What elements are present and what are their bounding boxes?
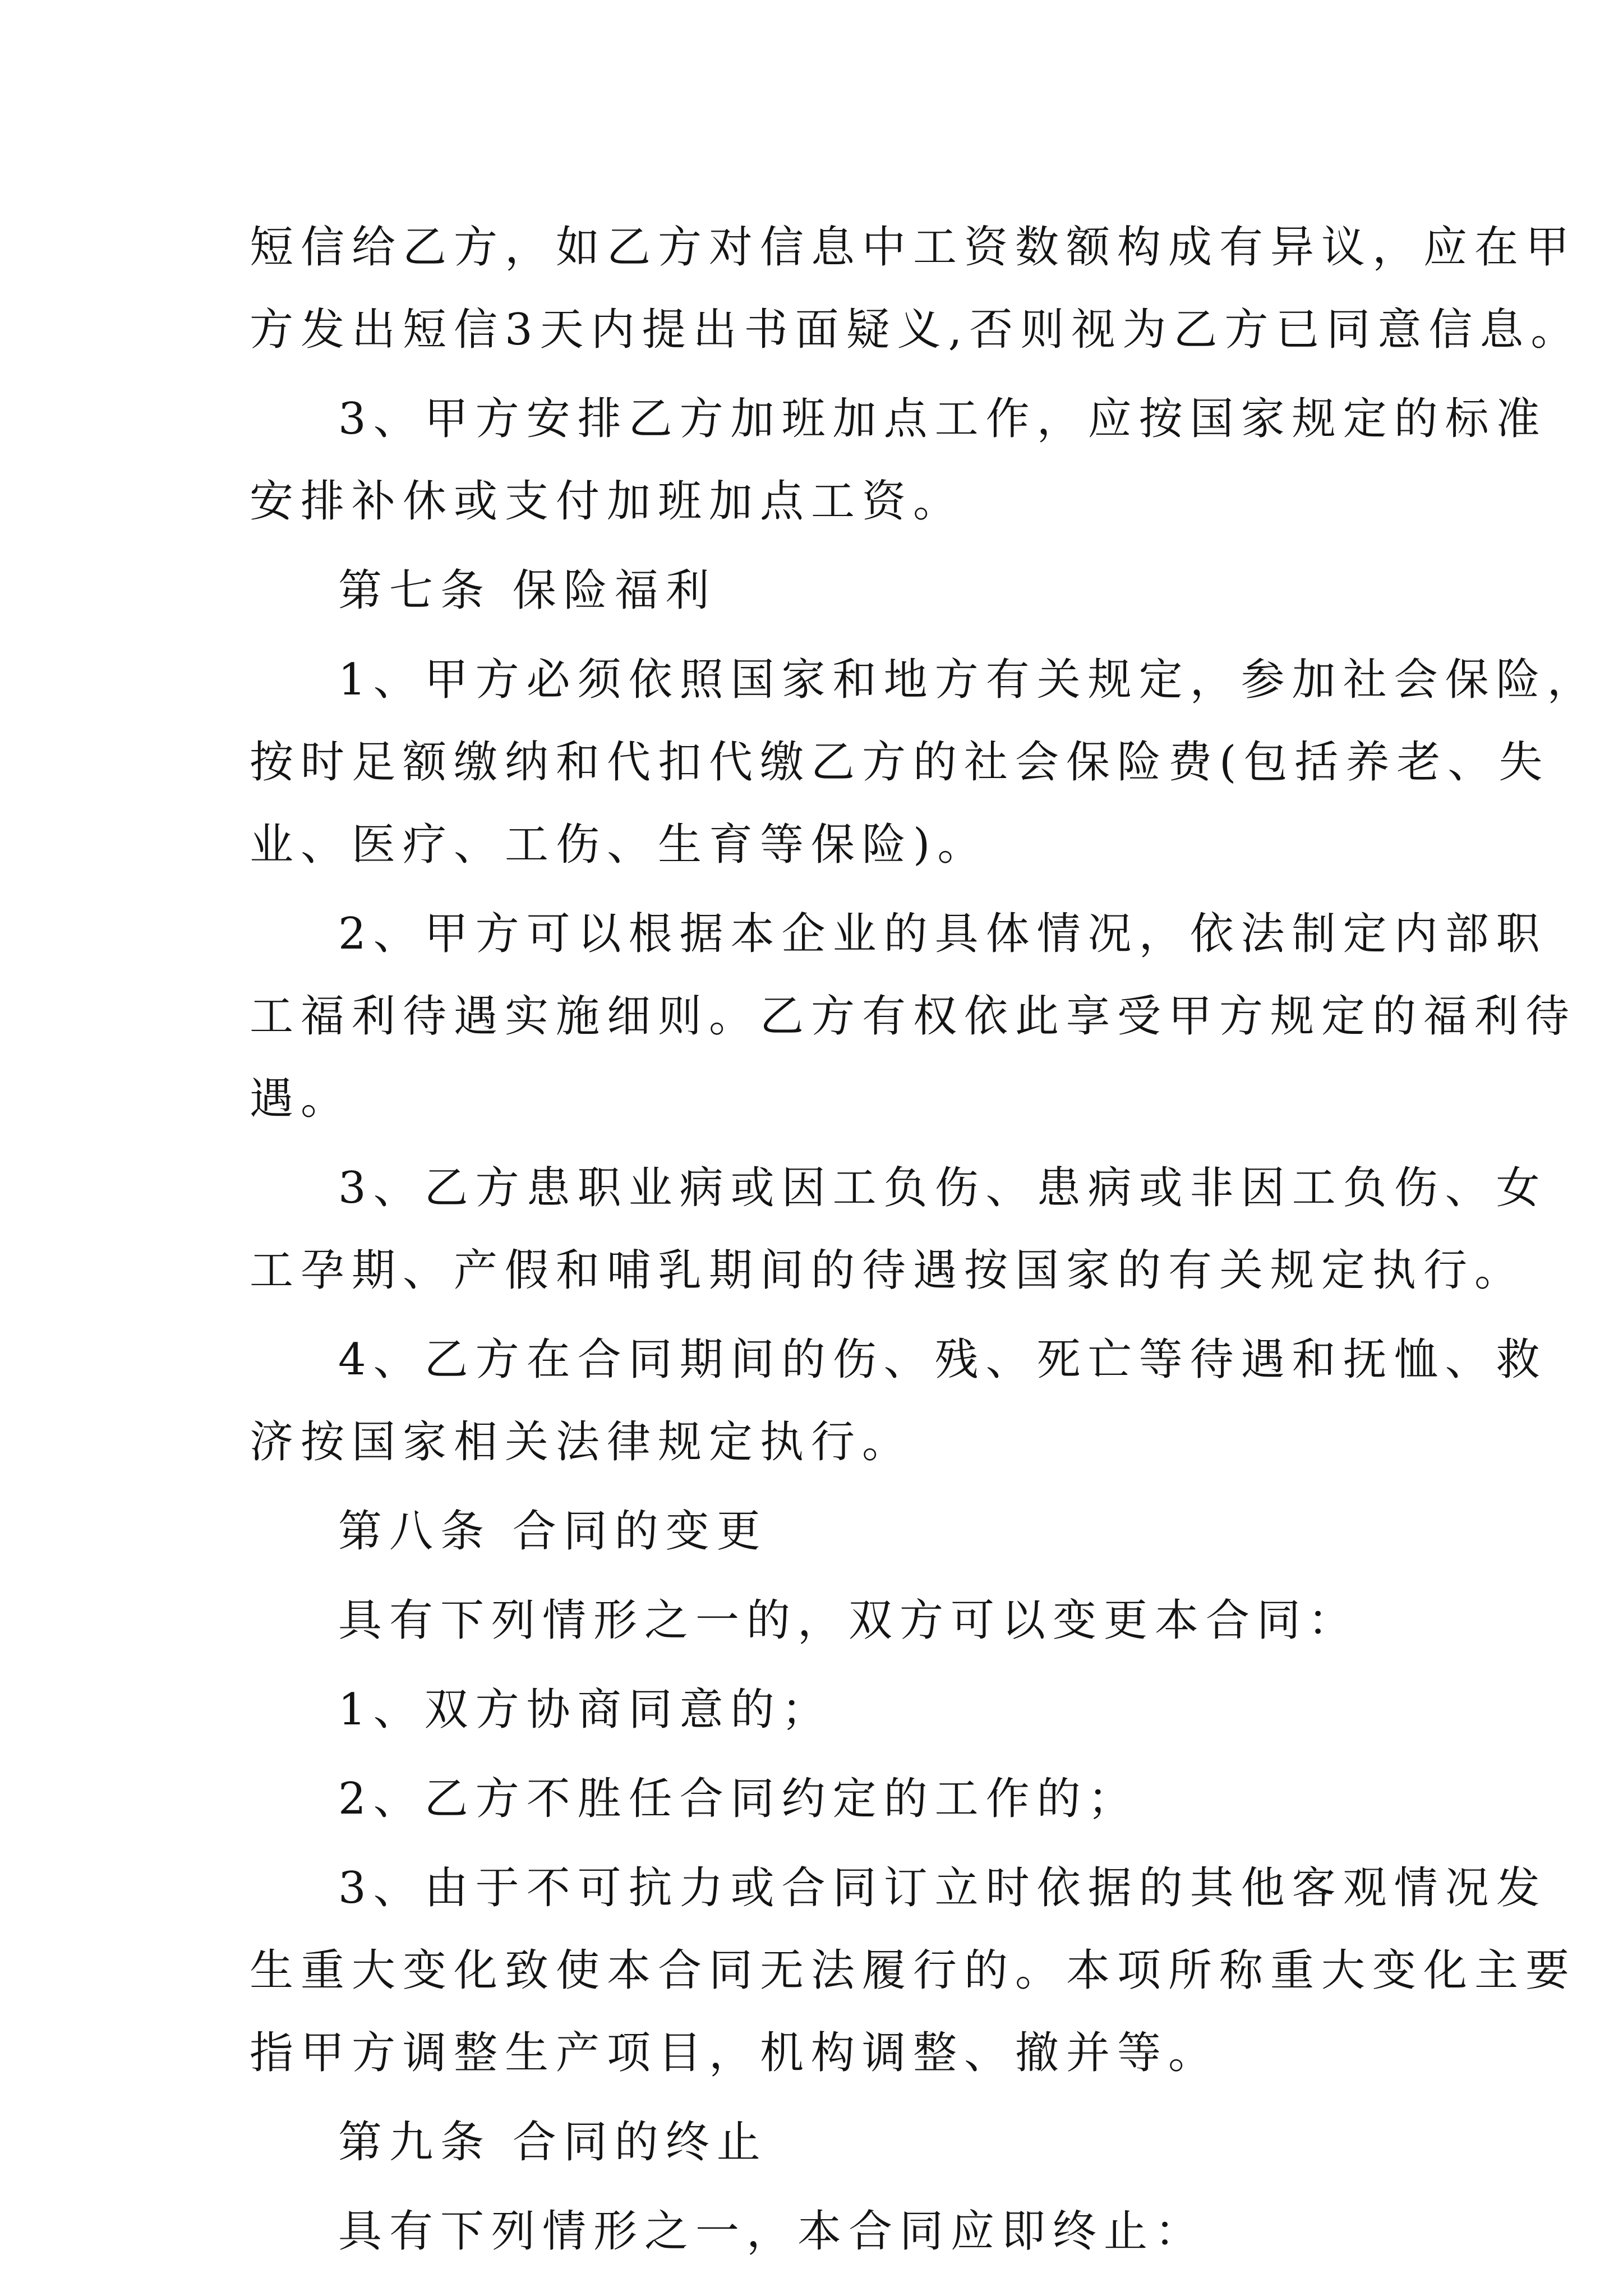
text-line: 指甲方调整生产项目，机构调整、撤并等。 [250,2028,1220,2078]
text-line: 3、由于不可抗力或合同订立时依据的其他客观情况发 [338,1863,1547,1913]
document-body [250,206,1598,2273]
text-line: 2、乙方不胜任合同约定的工作的； [338,1774,1139,1824]
text-line: 方发出短信3天内提出书面疑义,否则视为乙方已同意信息。 [250,305,1582,355]
text-line: 短信给乙方，如乙方对信息中工资数额构成有异议，应在甲 [250,222,1577,273]
text-line: 济按国家相关法律规定执行。 [250,1417,914,1467]
text-line: 具有下列情形之一的，双方可以变更本合同： [338,1595,1359,1646]
text-line: 第八条 合同的变更 [338,1506,768,1557]
text-line: 工福利待遇实施细则。乙方有权依此享受甲方规定的福利待 [250,991,1577,1042]
text-line: 3、甲方安排乙方加班加点工作，应按国家规定的标准 [338,394,1547,444]
text-line: 安排补休或支付加班加点工资。 [250,476,965,527]
text-line: 1、甲方必须依照国家和地方有关规定，参加社会保险， [338,655,1598,705]
text-line: 4、乙方在合同期间的伤、残、死亡等待遇和抚恤、救 [338,1335,1547,1385]
text-line: 1、双方协商同意的； [338,1685,833,1735]
text-line: 第九条 合同的终止 [338,2117,768,2168]
text-line: 具有下列情形之一，本合同应即终止： [338,2206,1206,2257]
text-line: 遇。 [250,1074,352,1124]
text-line: 3、乙方患职业病或因工负伤、患病或非因工负伤、女 [338,1163,1547,1213]
text-line: 工孕期、产假和哺乳期间的待遇按国家的有关规定执行。 [250,1245,1526,1296]
text-line: 2、甲方可以根据本企业的具体情况，依法制定内部职 [338,909,1547,959]
text-line: 按时足额缴纳和代扣代缴乙方的社会保险费(包括养老、失 [250,737,1550,788]
text-line: 第七条 保险福利 [338,565,717,616]
text-line: 生重大变化致使本合同无法履行的。本项所称重大变化主要 [250,1945,1577,1996]
text-line: 业、医疗、工伤、生育等保险)。 [250,820,989,870]
